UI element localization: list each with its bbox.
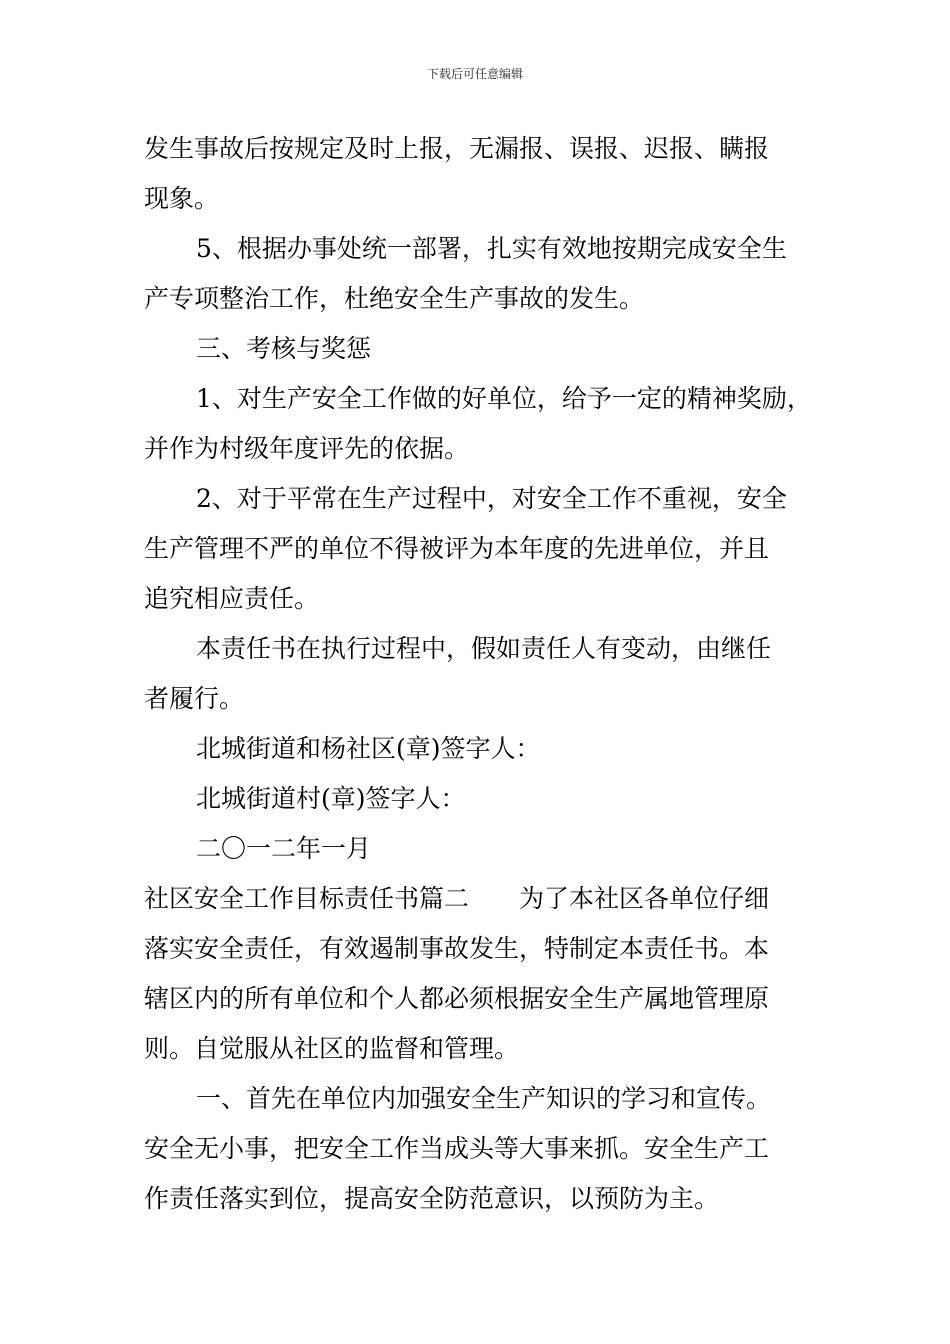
text-line: 者履行。 [144,684,245,713]
text-line: 生产管理不严的单位不得被评为本年度的先进单位，并且 [144,534,770,563]
text-line: 则。自觉服从社区的监督和管理。 [144,1034,520,1063]
text-line: 作责任落实到位，提高安全防范意识，以预防为主。 [144,1184,720,1213]
document-body [144,124,814,1224]
text-line: 发生事故后按规定及时上报，无漏报、误报、迟报、瞒报 [144,134,770,163]
text-line: 落实安全责任，有效遏制事故发生，特制定本责任书。本 [144,934,770,963]
text-line: 产专项整治工作，杜绝安全生产事故的发生。 [144,284,645,313]
text-line: 安全无小事，把安全工作当成头等大事来抓。安全生产工 [144,1134,770,1163]
date-line: 二〇一二年一月 [196,834,372,863]
text-line: 本责任书在执行过程中，假如责任人有变动，由继任 [196,634,772,663]
text-line: 5、根据办事处统一部署，扎实有效地按期完成安全生 [196,234,787,263]
signature-line: 北城街道和杨社区(章)签字人： [196,734,541,763]
section-heading: 三、考核与奖惩 [196,334,372,363]
section-two-title: 社区安全工作目标责任书篇二 [144,884,470,913]
text-line: 辖区内的所有单位和个人都必须根据安全生产属地管理原 [144,984,770,1013]
signature-line: 北城街道村(章)签字人： [196,784,466,813]
text-line: 现象。 [144,184,220,213]
text-line-rest: 为了本社区各单位仔细 [519,884,770,913]
text-line: 追究相应责任。 [144,584,320,613]
text-line: 一、首先在单位内加强安全生产知识的学习和宣传。 [196,1084,772,1113]
page-header: 下载后可任意编辑 [426,67,523,81]
text-line: 1、对生产安全工作做的好单位，给予一定的精神奖励， [196,384,812,413]
section-two-first-line [144,874,814,924]
text-line: 并作为村级年度评先的依据。 [144,434,470,463]
text-line: 2、对于平常在生产过程中，对安全工作不重视，安全 [196,484,787,513]
